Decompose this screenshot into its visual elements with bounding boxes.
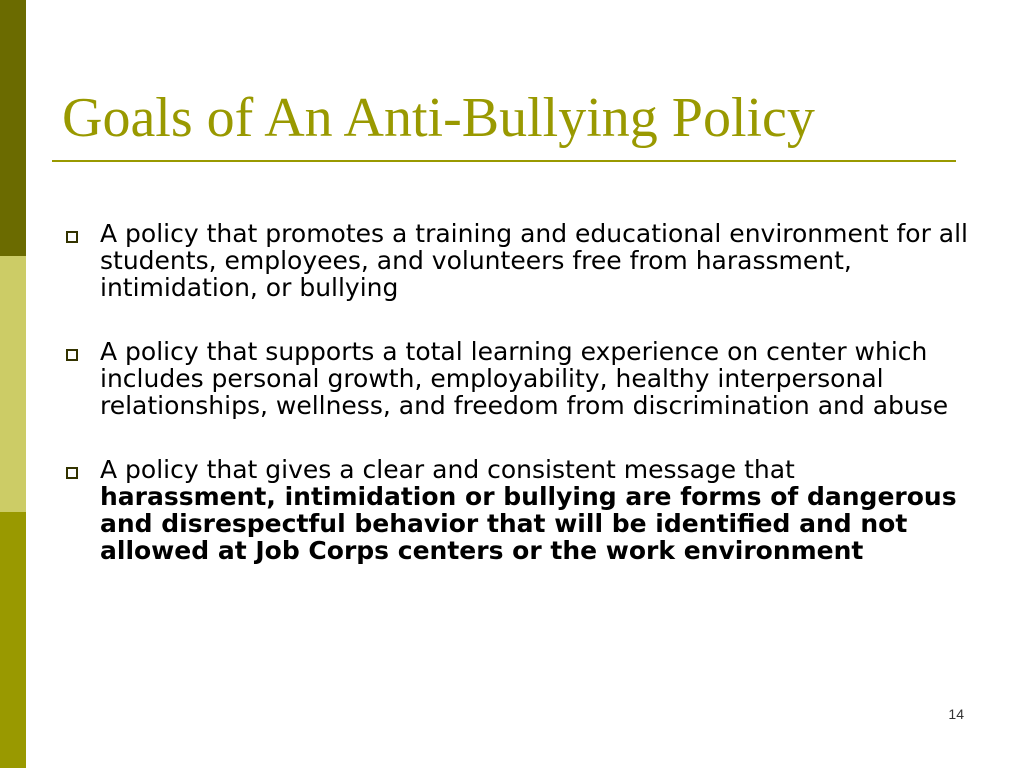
hollow-square-bullet-icon bbox=[66, 231, 78, 243]
bullet-text: A policy that promotes a training and educational environment for all students, employees, and volunteers free from harassment, intimidation, or bullying bbox=[100, 219, 969, 302]
title-underline bbox=[52, 160, 956, 162]
hollow-square-bullet-icon bbox=[66, 349, 78, 361]
sidebar-stripe-dark bbox=[0, 0, 26, 256]
hollow-square-bullet-icon bbox=[66, 467, 78, 479]
bullet-text: A policy that gives a clear and consistent message that harassment, intimidation or bullying are forms of dangerous and disrespectful behavior that will be identified and not allowed at Job Corps centers or the work environment bbox=[100, 455, 957, 565]
bullet-item-2 bbox=[62, 338, 972, 419]
bullet-item-1 bbox=[62, 220, 972, 301]
bullet-item-3 bbox=[62, 456, 972, 564]
bullet-text: A policy that supports a total learning experience on center which includes personal growth, employability, healthy interpersonal relationships, wellness, and freedom from discrimination and abuse bbox=[100, 337, 949, 420]
slide-number: 14 bbox=[948, 706, 964, 722]
sidebar-stripe-olive bbox=[0, 512, 26, 768]
bullet-list bbox=[62, 220, 972, 601]
slide-title: Goals of An Anti-Bullying Policy bbox=[62, 87, 815, 149]
sidebar-stripe-light bbox=[0, 256, 26, 512]
bullet-bold-text: harassment, intimidation or bullying are forms of dangerous and disrespectful behavior that will be identified and not allowed at Job Corps centers or the work environment bbox=[100, 482, 957, 565]
